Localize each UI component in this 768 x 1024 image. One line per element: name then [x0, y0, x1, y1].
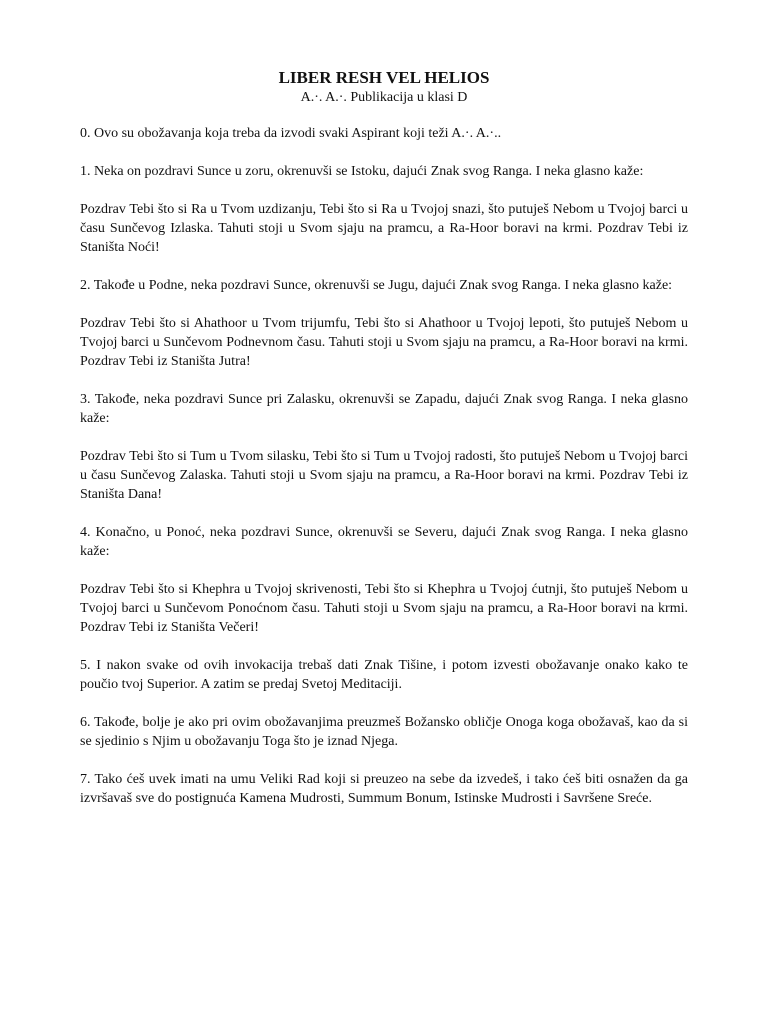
- paragraph-2: 2. Takođe u Podne, neka pozdravi Sunce, okrenuvši se Jugu, dajući Znak svog Ranga. I neka glasno kaže:: [80, 278, 673, 293]
- paragraph-6: 6. Takođe, bolje je ako pri ovim obožavanjima preuzmeš Božansko obličje Onoga koga obožavaš, kao da si se sjedinio s Njim u obožavanju Toga što je iznad Njega.: [80, 715, 688, 749]
- paragraph-3: 3. Takođe, neka pozdravi Sunce pri Zalasku, okrenuvši se Zapadu, dajući Znak svog Ranga. I neka glasno kaže:: [80, 392, 688, 426]
- document-subtitle: A.·. A.·. Publikacija u klasi D: [300, 90, 468, 105]
- paragraph-3-invocation: Pozdrav Tebi što si Tum u Tvom silasku, Tebi što si Tum u Tvojoj radosti, što putuješ Nebom u Tvojoj barci u času Sunčevog Zalaska. Tahuti stoji u Svom sjaju na pramcu, a Ra-Hoor boravi na krmi. Pozdrav Tebi iz Staništa Dana!: [80, 449, 688, 502]
- paragraph-7: 7. Tako ćeš uvek imati na umu Veliki Rad koji si preuzeo na sebe da izvedeš, i tako ćeš biti osnažen da ga izvršavaš sve do postignuća Kamena Mudrosti, Summum Bonum, Istinske Mudrosti i Savršene Sreće.: [80, 772, 688, 806]
- paragraph-1-invocation: Pozdrav Tebi što si Ra u Tvom uzdizanju, Tebi što si Ra u Tvojoj snazi, što putuješ Nebom u Tvojoj barci u času Sunčevog Izlaska. Tahuti stoji u Svom sjaju na pramcu, a Ra-Hoor boravi na krmi. Pozdrav Tebi iz Staništa Noći!: [80, 202, 688, 255]
- paragraph-4: 4. Konačno, u Ponoć, neka pozdravi Sunce, okrenuvši se Severu, dajući Znak svog Ranga. I neka glasno kaže:: [80, 525, 688, 559]
- document-page: [80, 68, 688, 827]
- paragraph-0: 0. Ovo su obožavanja koja treba da izvodi svaki Aspirant koji teži A.·. A.·..: [80, 126, 502, 141]
- paragraph-1: 1. Neka on pozdravi Sunce u zoru, okrenuvši se Istoku, dajući Znak svog Ranga. I neka glasno kaže:: [80, 164, 644, 179]
- document-title: LIBER RESH VEL HELIOS: [278, 68, 490, 87]
- paragraph-5: 5. I nakon svake od ovih invokacija trebaš dati Znak Tišine, i potom izvesti obožavanje onako kako te poučio tvoj Superior. A zatim se predaj Svetoj Meditaciji.: [80, 658, 688, 692]
- paragraph-2-invocation: Pozdrav Tebi što si Ahathoor u Tvom trijumfu, Tebi što si Ahathoor u Tvojoj lepoti, što putuješ Nebom u Tvojoj barci u Sunčevom Podnevnom času. Tahuti stoji u Svom sjaju na pramcu, a Ra-Hoor boravi na krmi. Pozdrav Tebi iz Staništa Jutra!: [80, 316, 688, 369]
- paragraph-4-invocation: Pozdrav Tebi što si Khephra u Tvojoj skrivenosti, Tebi što si Khephra u Tvojoj ćutnji, što putuješ Nebom u Tvojoj barci u Sunčevom Ponoćnom času. Tahuti stoji u Svom sjaju na pramcu, a Ra-Hoor boravi na krmi. Pozdrav Tebi iz Staništa Večeri!: [80, 582, 688, 635]
